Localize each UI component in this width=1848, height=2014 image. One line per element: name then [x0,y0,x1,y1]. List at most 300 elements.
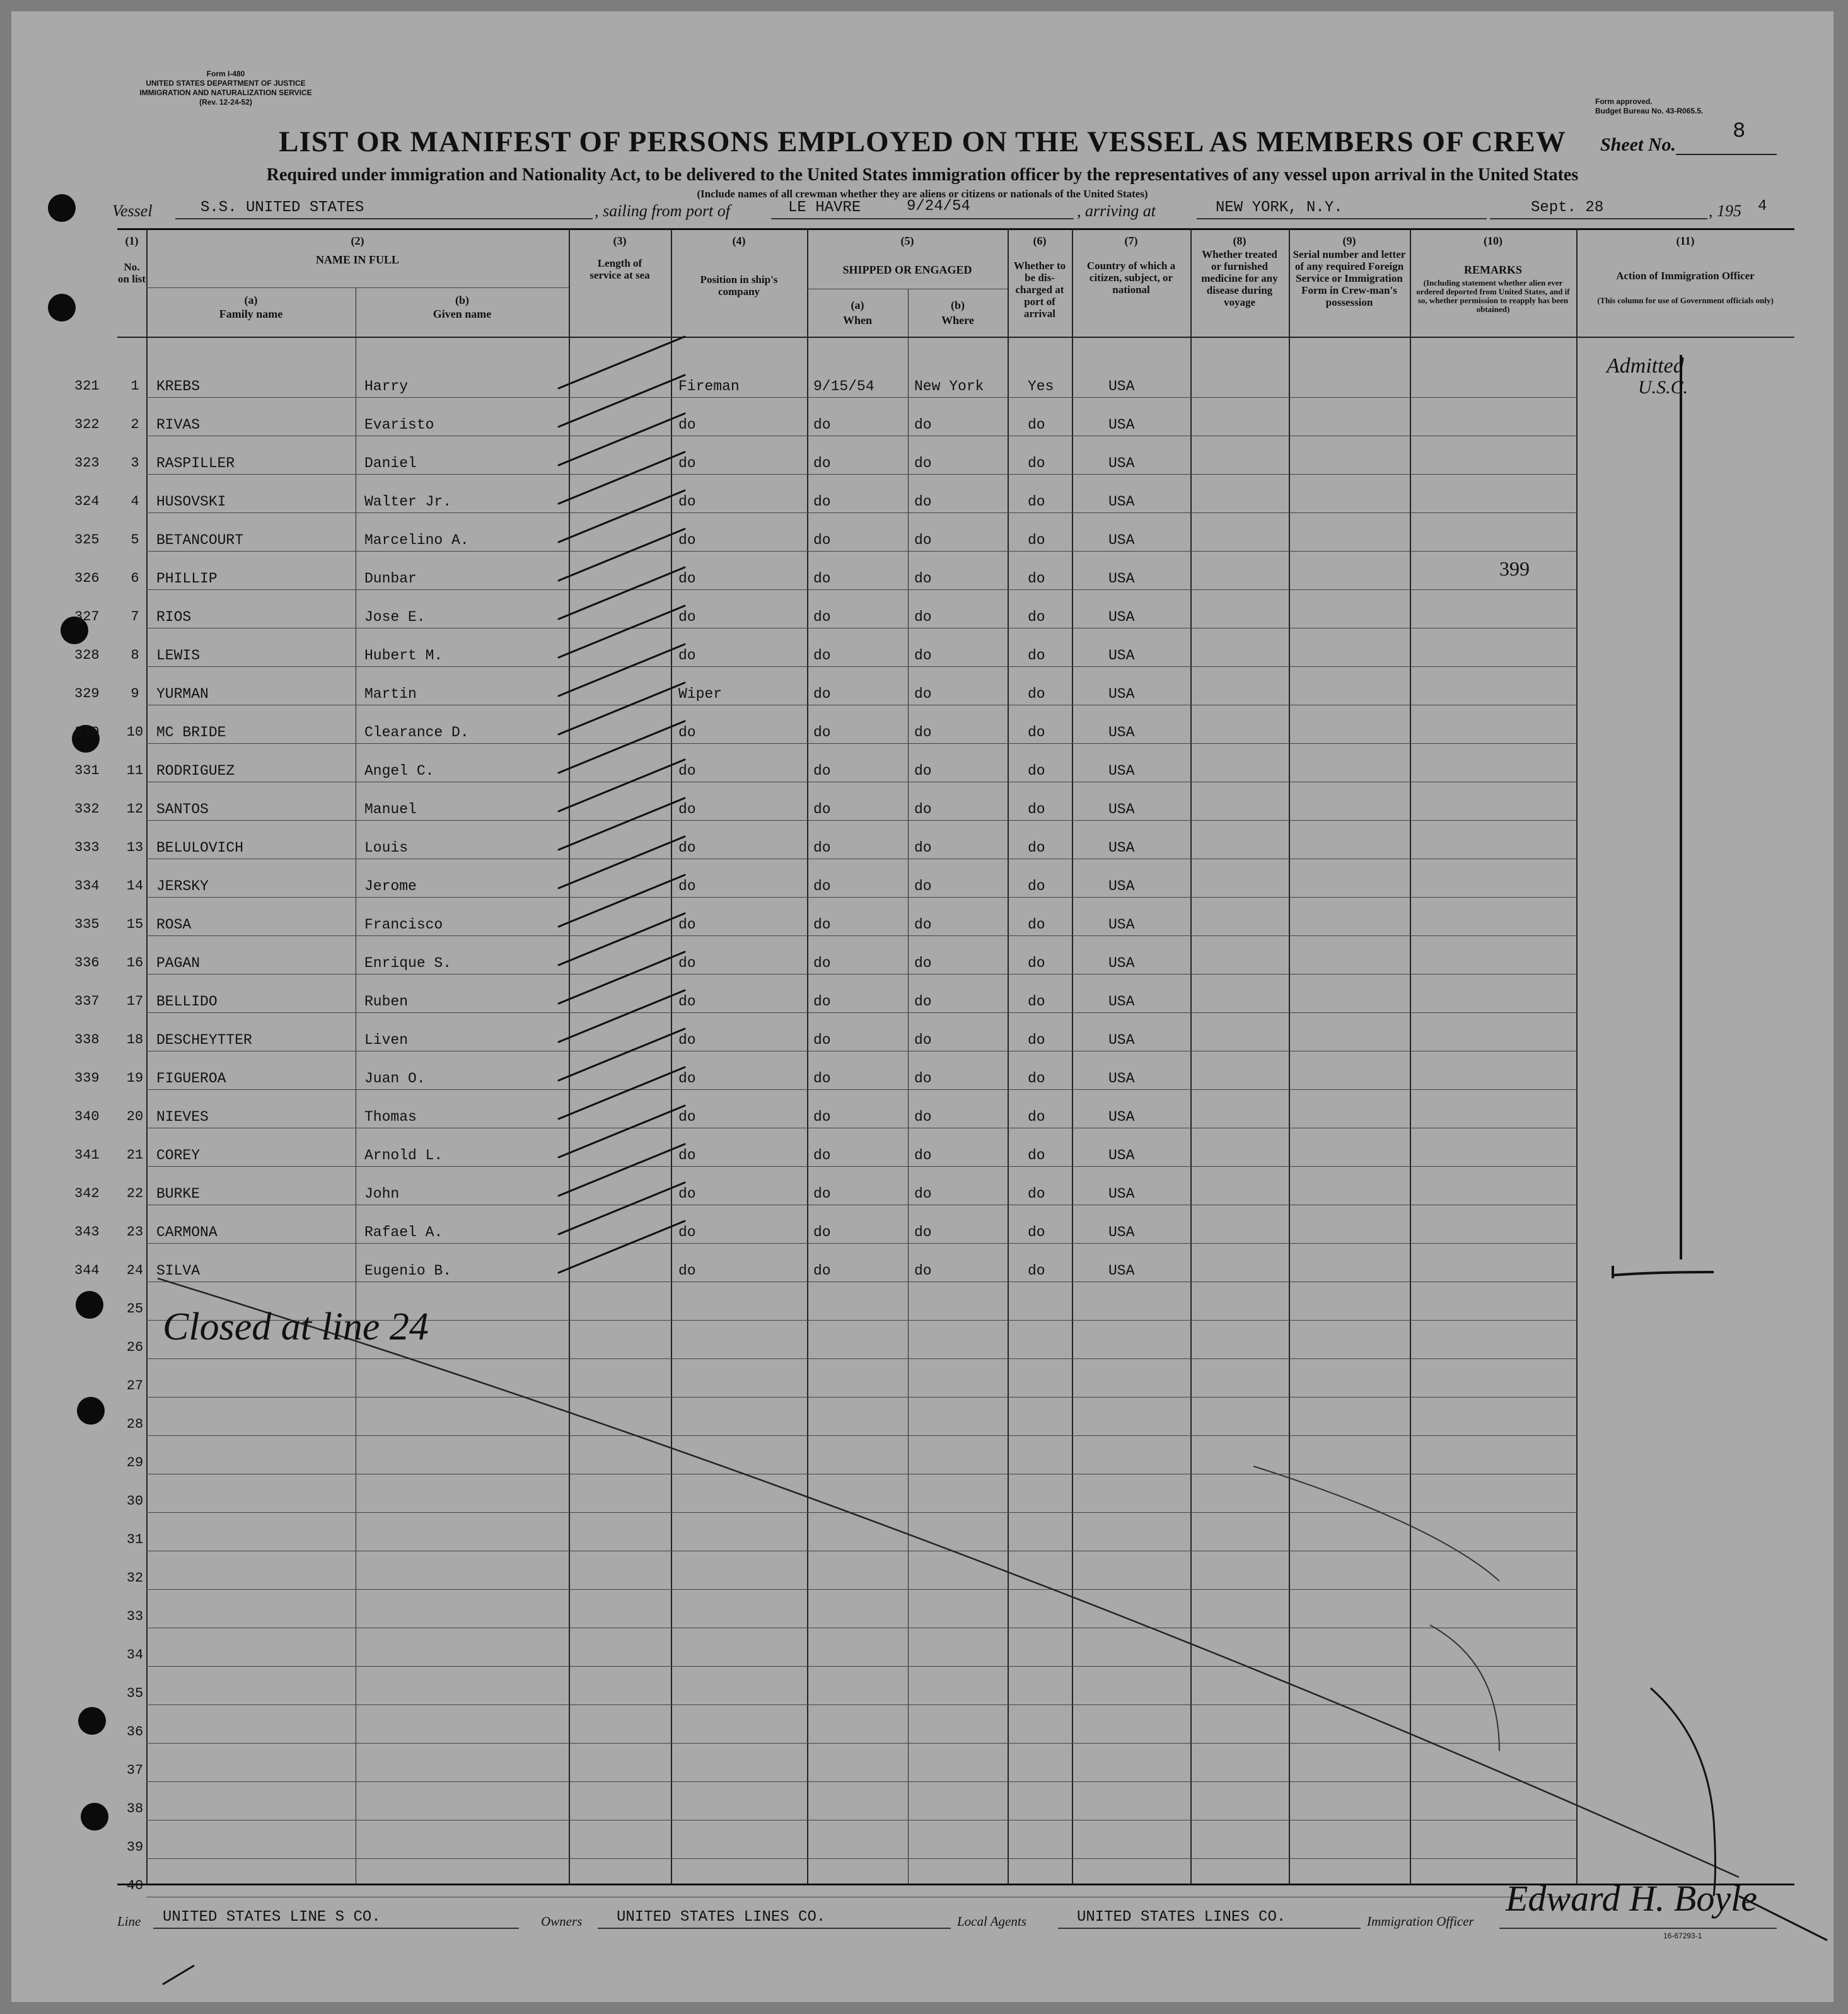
shipped-when: do [813,801,831,818]
shipped-where: do [914,1263,932,1279]
line-number: 30 [126,1493,144,1509]
country: USA [1108,686,1135,702]
owners-value: UNITED STATES LINES CO. [617,1909,826,1926]
line-number: 23 [126,1224,144,1240]
position: do [678,955,696,971]
col1-label: No. on list [118,261,146,285]
service-tick-mark [559,1144,685,1196]
officer-underline [1499,1928,1777,1929]
manifest-number: 326 [74,570,100,586]
shipped-when: do [813,455,831,472]
manifest-number: 333 [74,840,100,855]
given-name: Arnold L. [364,1147,443,1164]
approval-text: Form approved. [1595,97,1653,106]
country: USA [1108,494,1135,510]
shipped-where: do [914,494,932,510]
family-name: RIVAS [156,417,200,433]
family-name: PHILLIP [156,570,218,587]
discharge-flag: do [1028,1263,1045,1279]
country: USA [1108,1147,1135,1164]
manifest-number: 339 [74,1070,100,1086]
manifest-number: 330 [74,724,100,740]
pen-strokes [11,11,1833,2002]
line-underline [153,1928,519,1929]
country: USA [1108,1224,1135,1241]
col6-number: (6) [1033,234,1047,247]
shipped-when: do [813,724,831,741]
manifest-number: 331 [74,763,100,778]
family-name: PAGAN [156,955,200,971]
col2b-label: Given name [433,308,492,320]
given-name: Hubert M. [364,647,443,664]
service-tick-mark [559,1221,685,1273]
shipped-where: do [914,417,932,433]
discharge-flag: do [1028,570,1045,587]
sailing-label: , sailing from port of [595,202,731,220]
department-name: UNITED STATES DEPARTMENT OF JUSTICE [146,79,306,88]
shipped-where: do [914,917,932,933]
country: USA [1108,955,1135,971]
agents-value: UNITED STATES LINES CO. [1077,1909,1286,1926]
arrival-date: Sept. 28 [1531,199,1604,216]
line-number: 17 [126,993,144,1009]
shipped-when: do [813,1224,831,1241]
shipped-where: do [914,993,932,1010]
closed-at-line-note: Closed at line 24 [163,1305,429,1348]
family-name: KREBS [156,378,200,395]
position: do [678,801,696,818]
position: do [678,1147,696,1164]
service-tick-mark [559,1183,685,1234]
departure-date: 9/24/54 [907,198,970,215]
manifest-sheet [11,11,1833,2002]
position: do [678,1263,696,1279]
family-name: BELLIDO [156,993,218,1010]
family-name: BELULOVICH [156,840,244,856]
manifest-number: 336 [74,955,100,971]
subtitle-note: (Include names of all crewman whether they are aliens or citizens or nationals of the United States) [697,188,1148,200]
shipped-when: do [813,417,831,433]
given-name: Francisco [364,917,443,933]
shipped-where: do [914,801,932,818]
position: do [678,840,696,856]
family-name: BETANCOURT [156,532,244,548]
line-number: 25 [126,1301,144,1317]
discharge-flag: do [1028,724,1045,741]
family-name: DESCHEYTTER [156,1032,252,1048]
given-name: Manuel [364,801,417,818]
discharge-flag: do [1028,532,1045,548]
manifest-number: 321 [74,378,100,394]
discharge-flag: do [1028,1070,1045,1087]
agents-label: Local Agents [957,1914,1026,1929]
shipped-when: do [813,1147,831,1164]
agents-underline [1058,1928,1361,1929]
family-name: LEWIS [156,647,200,664]
service-tick-mark [559,798,685,850]
budget-bureau-no: Budget Bureau No. 43-R065.5. [1595,107,1704,115]
position: do [678,1186,696,1202]
manifest-number: 342 [74,1186,100,1201]
line-number: 15 [126,917,144,932]
shipped-when: do [813,878,831,894]
vessel-label: Vessel [112,202,153,220]
discharge-flag: do [1028,840,1045,856]
shipped-when: do [813,609,831,625]
discharge-flag: Yes [1028,378,1054,395]
discharge-flag: do [1028,686,1045,702]
discharge-flag: do [1028,647,1045,664]
shipped-when: do [813,1070,831,1087]
given-name: Louis [364,840,409,856]
position: do [678,724,696,741]
discharge-flag: do [1028,609,1045,625]
service-tick-mark [559,414,685,465]
officer-label: Immigration Officer [1367,1914,1474,1929]
country: USA [1108,378,1135,395]
given-name: Martin [364,686,417,702]
service-name: IMMIGRATION AND NATURALIZATION SERVICE [139,88,312,97]
col1-number: (1) [125,234,139,247]
position: do [678,532,696,548]
given-name: Marcelino A. [364,532,469,548]
line-number: 16 [126,955,144,971]
position: do [678,763,696,779]
family-name: RASPILLER [156,455,235,472]
form-number: Form I-480 [206,69,245,78]
col2-number: (2) [351,234,364,247]
line-number: 19 [126,1070,144,1086]
family-name: YURMAN [156,686,209,702]
col2b-number: (b) [455,294,469,306]
line-number: 14 [126,878,144,894]
line-number: 38 [126,1801,144,1817]
line-number: 4 [131,494,139,509]
line-number: 31 [126,1532,144,1548]
position: do [678,993,696,1010]
subtitle: Required under immigration and Nationality Act, to be delivered to the United States immigration officer by the representatives of any vessel upon arrival in the United States [266,165,1579,185]
line-number: 26 [126,1340,144,1355]
line-number: 33 [126,1609,144,1624]
shipped-where: do [914,1147,932,1164]
line-number: 35 [126,1686,144,1701]
shipped-when: do [813,840,831,856]
country: USA [1108,1263,1135,1279]
shipped-where: do [914,686,932,702]
country: USA [1108,647,1135,664]
line-number: 3 [131,455,139,471]
sheet-number: 8 [1733,120,1746,144]
discharge-flag: do [1028,1147,1045,1164]
shipped-where: do [914,763,932,779]
owners-label: Owners [541,1914,583,1929]
family-name: NIEVES [156,1109,209,1125]
service-tick-mark [559,952,685,1004]
discharge-flag: do [1028,1224,1045,1241]
line-number: 40 [126,1878,144,1894]
given-name: Evaristo [364,417,434,433]
family-name: FIGUEROA [156,1070,226,1087]
family-name: MC BRIDE [156,724,226,741]
manifest-number: 329 [74,686,100,702]
manifest-number: 328 [74,647,100,663]
line-number: 6 [131,570,139,586]
line-number: 12 [126,801,144,817]
line-number: 20 [126,1109,144,1125]
shipped-where: do [914,840,932,856]
line-number: 37 [126,1762,144,1778]
service-tick-mark [559,683,685,734]
line-number: 8 [131,647,139,663]
admitted-subscript: U.S.C. [1638,377,1688,398]
shipped-where: do [914,1186,932,1202]
arrival-port: NEW YORK, N.Y. [1216,199,1343,216]
shipped-where: New York [914,378,984,395]
given-name: Enrique S. [364,955,452,971]
service-tick-mark [559,375,685,427]
country: USA [1108,1109,1135,1125]
discharge-flag: do [1028,763,1045,779]
service-tick-mark [559,644,685,696]
shipped-when: do [813,917,831,933]
family-name: ROSA [156,917,192,933]
manifest-number: 338 [74,1032,100,1048]
given-name: Harry [364,378,409,395]
service-tick-mark [559,452,685,504]
position: do [678,1224,696,1241]
col5a-number: (a) [851,299,864,311]
country: USA [1108,455,1135,472]
col5b-number: (b) [951,299,965,311]
col2-label: NAME IN FULL [315,253,399,266]
country: USA [1108,1070,1135,1087]
line-number: 5 [131,532,139,548]
position: do [678,878,696,894]
given-name: Jerome [364,878,417,894]
line-number: 1 [131,378,139,394]
country: USA [1108,917,1135,933]
country: USA [1108,801,1135,818]
position: do [678,455,696,472]
service-tick-mark [559,836,685,888]
given-name: Eugenio B. [364,1263,452,1279]
family-name: SILVA [156,1263,200,1279]
position: do [678,647,696,664]
col8-number: (8) [1233,234,1247,247]
service-tick-mark [559,1029,685,1080]
col5a-label: When [842,314,872,327]
col11-note: (This column for use of Government officials only) [1597,296,1774,305]
family-name: HUSOVSKI [156,494,226,510]
line-value: UNITED STATES LINE S CO. [163,1909,381,1926]
country: USA [1108,724,1135,741]
discharge-flag: do [1028,993,1045,1010]
shipped-where: do [914,1070,932,1087]
line-number: 28 [126,1416,144,1432]
manifest-number: 322 [74,417,100,432]
given-name: Ruben [364,993,409,1010]
service-tick-mark [559,337,685,388]
country: USA [1108,840,1135,856]
shipped-where: do [914,878,932,894]
page-title: LIST OR MANIFEST OF PERSONS EMPLOYED ON THE VESSEL AS MEMBERS OF CREW [279,125,1566,158]
col4-number: (4) [732,234,746,247]
manifest-number: 323 [74,455,100,471]
line-number: 10 [126,724,144,740]
shipped-where: do [914,1032,932,1048]
shipped-where: do [914,1224,932,1241]
shipped-when: do [813,494,831,510]
country: USA [1108,878,1135,894]
col5b-label: Where [941,314,974,327]
position: do [678,1032,696,1048]
discharge-flag: do [1028,801,1045,818]
arriving-label: , arriving at [1077,202,1156,220]
service-tick-mark [559,760,685,811]
shipped-where: do [914,955,932,971]
given-name: John [364,1186,400,1202]
manifest-number: 337 [74,993,100,1009]
service-tick-mark [559,721,685,773]
given-name: Daniel [364,455,417,472]
line-number: 39 [126,1839,144,1855]
line-label: Line [117,1914,141,1929]
col3-number: (3) [613,234,627,247]
family-name: COREY [156,1147,200,1164]
line-number: 36 [126,1724,144,1740]
given-name: Dunbar [364,570,417,587]
family-name: CARMONA [156,1224,218,1241]
country: USA [1108,609,1135,625]
discharge-flag: do [1028,917,1045,933]
col10-number: (10) [1484,234,1502,247]
col7-label: Country of which a citizen, subject, or national [1086,260,1176,296]
col11-label: Action of Immigration Officer [1616,270,1755,282]
given-name: Liven [364,1032,409,1048]
shipped-when: do [813,532,831,548]
discharge-flag: do [1028,455,1045,472]
col8-label: Whether treated or furnished medicine for any disease during voyage [1201,248,1278,308]
manifest-number: 324 [74,494,100,509]
discharge-flag: do [1028,1186,1045,1202]
position: do [678,609,696,625]
position: do [678,1070,696,1087]
service-tick-mark [559,606,685,657]
country: USA [1108,532,1135,548]
service-tick-mark [559,1106,685,1157]
col5-number: (5) [900,234,914,247]
col6-label: Whether to be dis-charged at port of arrival [1013,260,1066,320]
discharge-flag: do [1028,878,1045,894]
service-tick-mark [559,490,685,542]
position: do [678,570,696,587]
shipped-when: do [813,647,831,664]
family-name: JERSKY [156,878,209,894]
manifest-number: 332 [74,801,100,817]
admitted-stamp: Admitted [1607,354,1684,378]
family-name: RODRIGUEZ [156,763,235,779]
position: Fireman [678,378,740,395]
manifest-number: 325 [74,532,100,548]
given-name: Clearance D. [364,724,469,741]
shipped-where: do [914,455,932,472]
shipped-where: do [914,647,932,664]
given-name: Walter Jr. [364,494,452,510]
shipped-when: do [813,570,831,587]
manifest-number: 340 [74,1109,100,1125]
line-number: 21 [126,1147,144,1163]
service-tick-mark [559,1067,685,1119]
col3-label: Length of service at sea [590,257,650,281]
line-number: 2 [131,417,139,432]
country: USA [1108,570,1135,587]
col2a-label: Family name [219,308,283,320]
family-name: BURKE [156,1186,200,1202]
line-number: 9 [131,686,139,702]
remark-number: 399 [1499,557,1530,580]
shipped-where: do [914,724,932,741]
line-number: 13 [126,840,144,855]
line-number: 27 [126,1378,144,1394]
shipped-when: do [813,686,831,702]
manifest-number: 334 [74,878,100,894]
manifest-number: 343 [74,1224,100,1240]
shipped-when: 9/15/54 [813,378,875,395]
family-name: SANTOS [156,801,209,818]
col10-label: REMARKS [1463,263,1522,276]
shipped-when: do [813,1186,831,1202]
year-digit: 4 [1758,198,1767,215]
form-revision: (Rev. 12-24-52) [199,98,252,107]
line-number: 34 [126,1647,144,1663]
line-number: 29 [126,1455,144,1471]
given-name: Thomas [364,1109,417,1125]
vessel-name: S.S. UNITED STATES [200,199,364,216]
family-name: RIOS [156,609,192,625]
given-name: Juan O. [364,1070,426,1087]
shipped-where: do [914,570,932,587]
col4-label: Position in ship's company [700,274,778,298]
country: USA [1108,417,1135,433]
given-name: Rafael A. [364,1224,443,1241]
service-tick-mark [559,567,685,619]
country: USA [1108,1186,1135,1202]
line-number: 32 [126,1570,144,1586]
officer-signature: Edward H. Boyle [1506,1878,1757,1919]
shipped-when: do [813,763,831,779]
discharge-flag: do [1028,955,1045,971]
line-number: 7 [131,609,139,625]
shipped-when: do [813,1032,831,1048]
given-name: Angel C. [364,763,434,779]
col9-label: Serial number and letter of any required Foreign Service or Immigration Form in Crew-man's possession [1293,248,1406,308]
sheet-label: Sheet No. [1600,134,1676,155]
shipped-when: do [813,955,831,971]
col11-number: (11) [1676,234,1695,247]
discharge-flag: do [1028,1109,1045,1125]
shipped-when: do [813,1109,831,1125]
position: do [678,417,696,433]
country: USA [1108,1032,1135,1048]
position: do [678,917,696,933]
col7-number: (7) [1124,234,1138,247]
given-name: Jose E. [364,609,426,625]
print-code: 16-67293-1 [1663,1931,1702,1940]
position: do [678,1109,696,1125]
discharge-flag: do [1028,417,1045,433]
year-prefix: , 195 [1709,202,1741,220]
discharge-flag: do [1028,494,1045,510]
